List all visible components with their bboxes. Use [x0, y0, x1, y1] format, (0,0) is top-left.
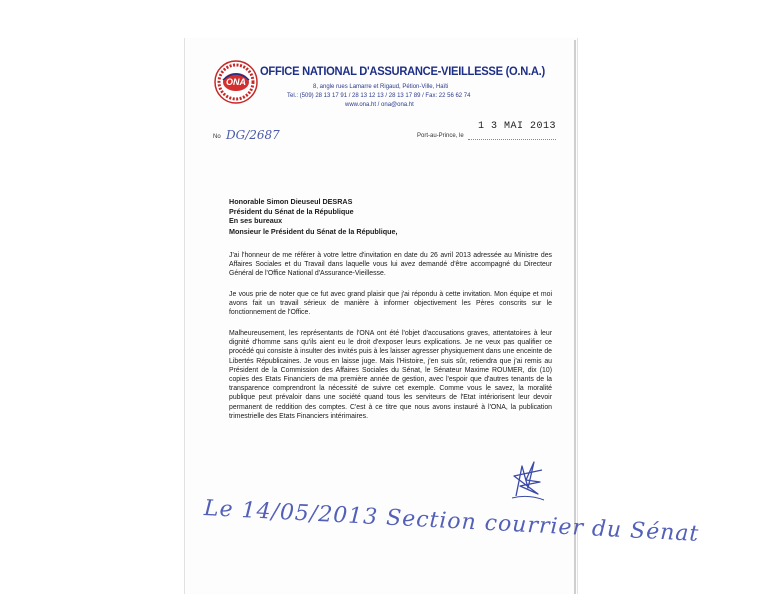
paragraph-2: Je vous prie de noter que ce fut avec grand plaisir que j'ai répondu à cette invitation. Mon équipe et moi avons fait un travail sérieux de manière à informer objectivement les Pères conscrits sur le fonctionnement de l'Office. [229, 291, 552, 317]
salutation: Monsieur le Président du Sénat de la République, [229, 227, 398, 236]
date-dotted-line [468, 139, 556, 140]
recipient-name: Honorable Simon Dieuseul DESRAS [229, 197, 353, 206]
recipient-location: En ses bureaux [229, 216, 283, 225]
phone-line: Tel.: (509) 28 13 17 91 / 28 13 12 13 / 28 13 17 89 / Fax: 22 56 62 74 [287, 93, 471, 99]
paragraph-1: J'ai l'honneur de me référer à votre lettre d'invitation en date du 26 avril 2013 adressée au Ministre des Affaires Sociales et du Travail dans laquelle vous lui avez demandé d'être accompagné du Directeur Général de l'Office National d'Assurance-Vieillesse. [229, 252, 552, 278]
recipient-title: Président du Sénat de la République [229, 206, 354, 216]
signature-icon [508, 456, 548, 502]
place-label: Port-au-Prince, le [417, 133, 464, 139]
web-line: www.ona.ht / ona@ona.ht [345, 102, 414, 108]
paragraph-3: Malheureusement, les représentants de l'ONA ont été l'objet d'accusations graves, attentatoires à leur dignité d'homme sans qu'ils aient eu le droit d'exposer leurs explications. Je ne veux pas qualifier ce procédé qui consiste à insulter des invités puis à les laisser agresser physiquement dans une enceinte de Libertés Républicaines. Je vous en laisse juge. Mais l'Histoire, j'en suis sûr, retiendra que j'ai remis au Président de la Commission des Affaires Sociales du Sénat, le Sénateur Maxime ROUMER, dix (10) copies des Etats Financiers de ma première année de gestion, avec l'espoir que d'autres tenants de la transparence comprendront la nécessité de suivre cet exemple. Comme vous le savez, la moralité publique peut prévaloir dans une société quand tous les serviteurs de l'Etat intériorisent leur devoir permanent de reddition des comptes. C'est à ce titre que nous avons instauré à l'ONA, la publication trimestrielle des Etats Financiers intérimaires. [229, 330, 552, 420]
address-line: 8, angle rues Lamarre et Rigaud, Pétion-Ville, Haïti [313, 84, 449, 90]
ona-logo-icon [214, 60, 258, 104]
date-stamp: 1 3 MAI 2013 [478, 121, 557, 132]
reference-label: No [213, 134, 221, 140]
logo-text: ONA [226, 77, 246, 87]
recipient-block [229, 197, 354, 226]
handwritten-reception-note: Le 14/05/2013 Section courrier du Sénat [203, 496, 700, 547]
page-edge [574, 40, 576, 594]
reference-number: DG/2687 [226, 128, 280, 142]
organization-name: OFFICE NATIONAL D'ASSURANCE-VIEILLESSE (O.N.A.) [260, 64, 545, 78]
